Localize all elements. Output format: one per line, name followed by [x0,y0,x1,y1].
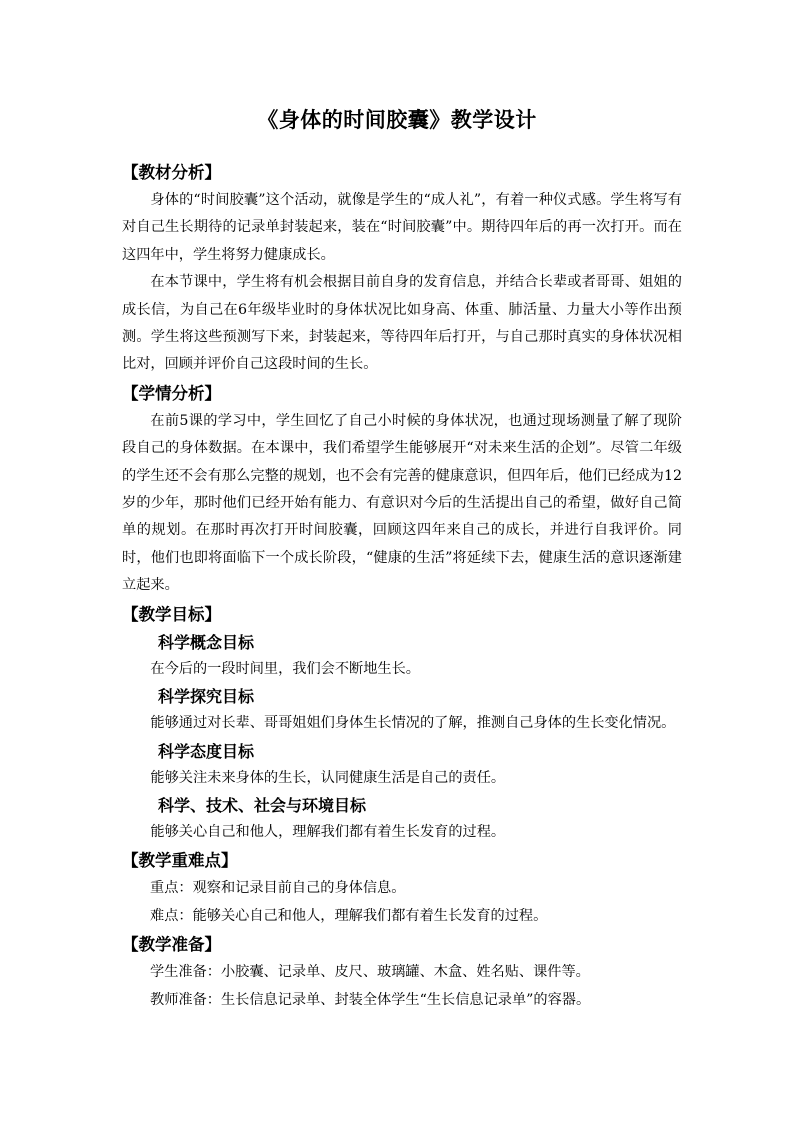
goal-text-inquiry: 能够通过对长辈、哥哥姐姐们身体生长情况的了解，推测自己身体的生长变化情况。 [150,715,676,732]
goal-text-stse: 能够关心自己和他人，理解我们都有着生长发育的过程。 [150,823,506,840]
section-heading-material: 【教材分析】 [122,163,221,182]
document-body [122,158,682,1014]
preparation-teacher: 教师准备：生长信息记录单、封装全体学生“生长信息记录单”的容器。 [150,991,591,1008]
section-heading-goals: 【教学目标】 [122,604,221,624]
section-heading-key-points: 【教学重难点】 [122,851,238,871]
students-paragraph: 在前5课的学习中，学生回忆了自己小时候的身体状况，也通过现场测量了解了现阶段自己的身体数据。在本课中，我们希望学生能够展开“对未来生活的企划”。尽管二年级的学生还不会有那么完整的规划，也不会有完善的健康意识，但四年后，他们已经成为12岁的少年，那时他们已经开始有能力、有意识对今后的生活提出自己的希望，做好自己简单的规划。在那时再次打开时间胶囊，回顾这四年来自己的成长，并进行自我评价。同时，他们也即将面临下一个成长阶段，“健康的生活”将延续下去，健康生活的意识逐渐建立起来。 [122,412,682,594]
material-paragraph-2: 在本节课中，学生将有机会根据目前自身的发育信息，并结合长辈或者哥哥、姐姐的成长信，为自己在6年级毕业时的身体状况比如身高、体重、肺活量、力量大小等作出预测。学生将这些预测写下来，封装起来，等待四年后打开，与自己那时真实的身体状况相比对，回顾并评价自己这段时间的生长。 [122,274,682,373]
document-title: 《身体的时间胶囊》教学设计 [257,108,537,132]
preparation-students: 学生准备：小胶囊、记录单、皮尺、玻璃罐、木盒、姓名贴、课件等。 [150,964,590,981]
goal-text-attitude: 能够关注未来身体的生长，认同健康生活是自己的责任。 [150,769,506,786]
key-point-focus: 重点：观察和记录目前自己的身体信息。 [150,880,406,897]
goal-title-stse: 科学、技术、社会与环境目标 [158,795,367,815]
material-paragraph-1: 身体的“时间胶囊”这个活动，就像是学生的“成人礼”，有着一种仪式感。学生将写有对自己生长期待的记录单封装起来，装在“时间胶囊”中。期待四年后的再一次打开。而在这四年中，学生将努力健康成长。 [122,192,682,263]
goal-title-concept: 科学概念目标 [158,632,255,652]
goal-title-inquiry: 科学探究目标 [158,687,255,707]
section-heading-students: 【学情分析】 [122,383,221,403]
key-point-difficulty: 难点：能够关心自己和他人，理解我们都有着生长发育的过程。 [150,907,548,924]
goal-title-attitude: 科学态度目标 [158,741,255,761]
goal-text-concept: 在今后的一段时间里，我们会不断地生长。 [150,660,420,677]
section-heading-preparation: 【教学准备】 [122,935,221,955]
